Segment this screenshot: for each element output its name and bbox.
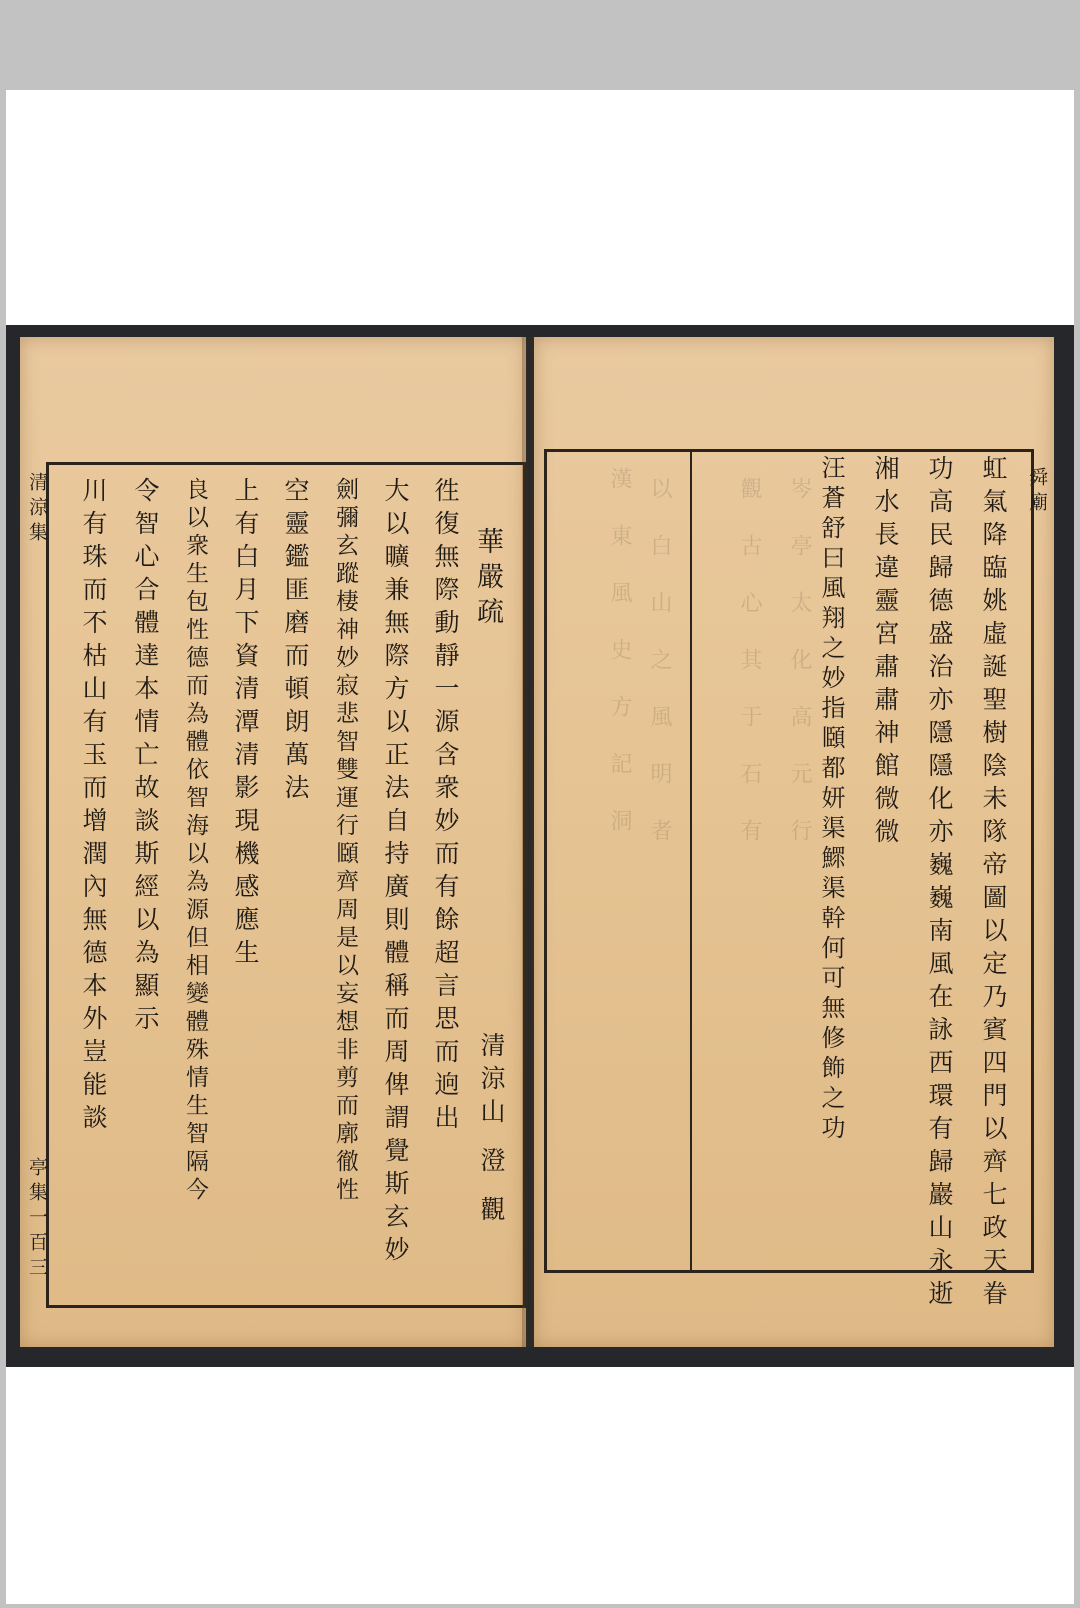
left-margin-title: 清涼集 bbox=[26, 472, 48, 547]
text-column-4: 空靈鑑匪磨而頓朗萬法 bbox=[281, 477, 310, 807]
text-column-1: 徃復無際動靜一源含衆妙而有餘超言思而逈出 bbox=[431, 477, 460, 1137]
bleed-through-text-3: 觀 古 心 其 于 石 有 bbox=[737, 477, 762, 855]
right-text-column-4: 汪蒼舒曰風翔之妙指頥都妍渠鰥渠幹何可無修飾之功 bbox=[817, 455, 845, 1145]
bleed-through-text: 漢 東 風 史 方 記 洞 bbox=[607, 467, 632, 845]
text-column-3: 劍彌玄蹤棲神妙寂悲智雙運行頥齊周是以妄想非剪而廓徹性 bbox=[332, 477, 358, 1205]
right-text-column-2: 功高民歸德盛治亦隱隱化亦巍巍南風在詠西環有歸巖山永逝 bbox=[925, 455, 954, 1313]
right-column-divider bbox=[690, 449, 692, 1271]
text-column-8: 川有珠而不枯山有玉而增潤內無德本外豈能談 bbox=[79, 477, 108, 1137]
bleed-through-text-4: 岑 亭 太 化 高 元 行 bbox=[787, 477, 812, 855]
section-heading: 華嚴疏 bbox=[472, 527, 503, 632]
right-text-column-3: 湘水長違靈宮肅肅神館微微 bbox=[871, 455, 900, 851]
right-margin-title: 舜廟 bbox=[1026, 467, 1048, 517]
book-scan bbox=[6, 325, 1074, 1367]
left-margin-folio: 亭集一百三 bbox=[26, 1157, 48, 1282]
viewer-frame bbox=[6, 90, 1074, 1604]
text-column-6: 良以衆生包性德而為體依智海以為源但相變體殊情生智隔今 bbox=[182, 477, 208, 1205]
right-page bbox=[534, 337, 1054, 1347]
left-page bbox=[20, 337, 526, 1347]
bleed-through-text-2: 以 白 山 之 風 明 者 bbox=[647, 477, 672, 855]
text-column-7: 令智心合體達本情亡故談斯經以為顯示 bbox=[131, 477, 160, 1038]
right-text-column-1: 虹氣降臨姚虛誕聖樹陰未隊帝圖以定乃賓四門以齊七政天眷 bbox=[979, 455, 1008, 1313]
text-column-2: 大以曠兼無際方以正法自持廣則體稱而周俾謂覺斯玄妙 bbox=[381, 477, 410, 1269]
author-line: 清涼山 澄 觀 bbox=[477, 1032, 506, 1229]
text-column-5: 上有白月下資清潭清影現機感應生 bbox=[231, 477, 260, 972]
